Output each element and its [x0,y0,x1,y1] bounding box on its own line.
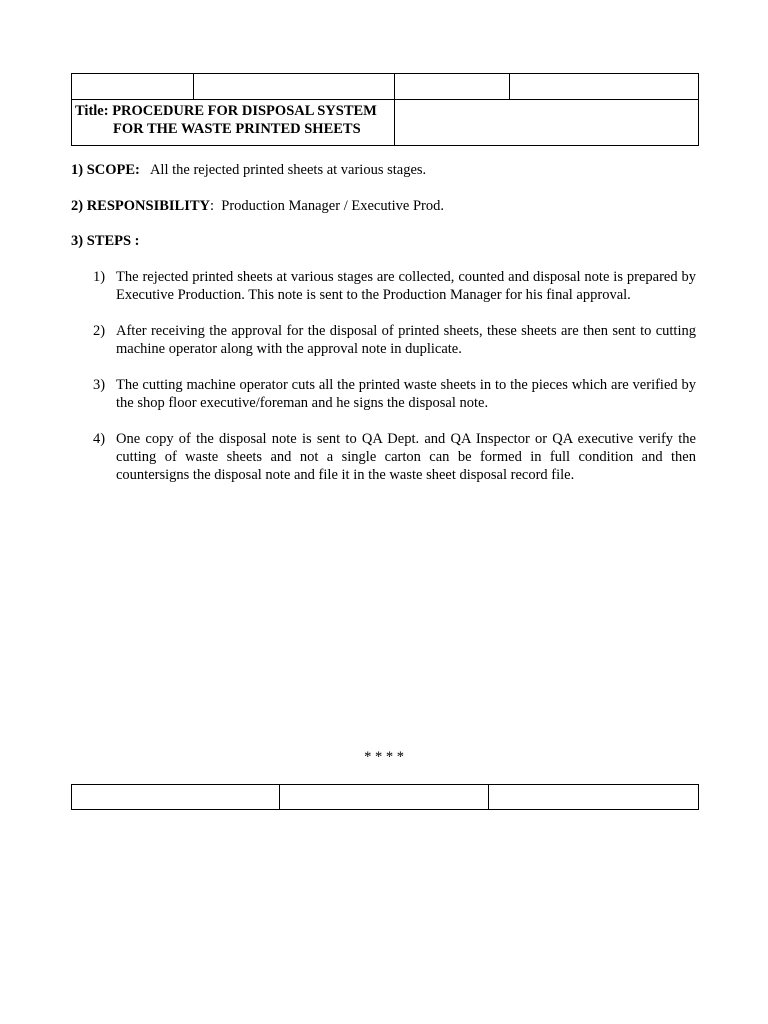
header-cell-4 [510,74,699,100]
end-marker: * * * * [364,749,404,765]
header-cell-3 [395,74,510,100]
step-number: 1) [93,269,106,285]
responsibility-section [71,197,444,215]
steps-label: 3) STEPS : [71,233,140,249]
step-text: One copy of the disposal note is sent to QA Dept. and QA Inspector or QA executive verify the cutting of waste sheets and not a single carton can be formed in full condition and then countersigns the disposal note and file it in the waste sheet disposal record file. [116,431,696,483]
step-text: The cutting machine operator cuts all the printed waste sheets in to the pieces which are verified by the shop floor executive/foreman and he signs the disposal note. [116,377,696,411]
responsibility-label: 2) RESPONSIBILITY [71,198,210,214]
title-label: Title: [75,103,109,119]
header-cell-2 [194,74,395,100]
responsibility-text: : Production Manager / Executive Prod. [210,198,444,214]
footer-cell-1 [72,785,280,810]
footer-cell-2 [280,785,489,810]
header-blank-cell [395,100,699,146]
header-cell-1 [72,74,194,100]
footer-row [72,785,699,810]
scope-label: 1) SCOPE: [71,162,140,178]
list-item [71,430,696,484]
steps-list [71,268,696,484]
step-number: 4) [93,431,106,447]
list-item [71,376,696,412]
list-item [71,268,696,304]
header-row-title [72,100,699,146]
step-text: The rejected printed sheets at various stages are collected, counted and disposal note is prepared by Executive Production. This note is sent to the Production Manager for his final approval. [116,269,696,303]
title-line-2: FOR THE WASTE PRINTED SHEETS [113,121,361,137]
step-text: After receiving the approval for the disposal of printed sheets, these sheets are then sent to cutting machine operator along with the approval note in duplicate. [116,323,696,357]
title-line-1: PROCEDURE FOR DISPOSAL SYSTEM [112,103,377,119]
step-number: 3) [93,377,106,393]
step-number: 2) [93,323,106,339]
header-table [71,73,699,146]
title-cell [72,100,395,146]
steps-heading [71,232,140,250]
scope-text: All the rejected printed sheets at various stages. [149,162,427,178]
list-item [71,322,696,358]
scope-section [71,161,426,179]
footer-table [71,784,699,810]
header-row-top [72,74,699,100]
footer-cell-3 [489,785,699,810]
